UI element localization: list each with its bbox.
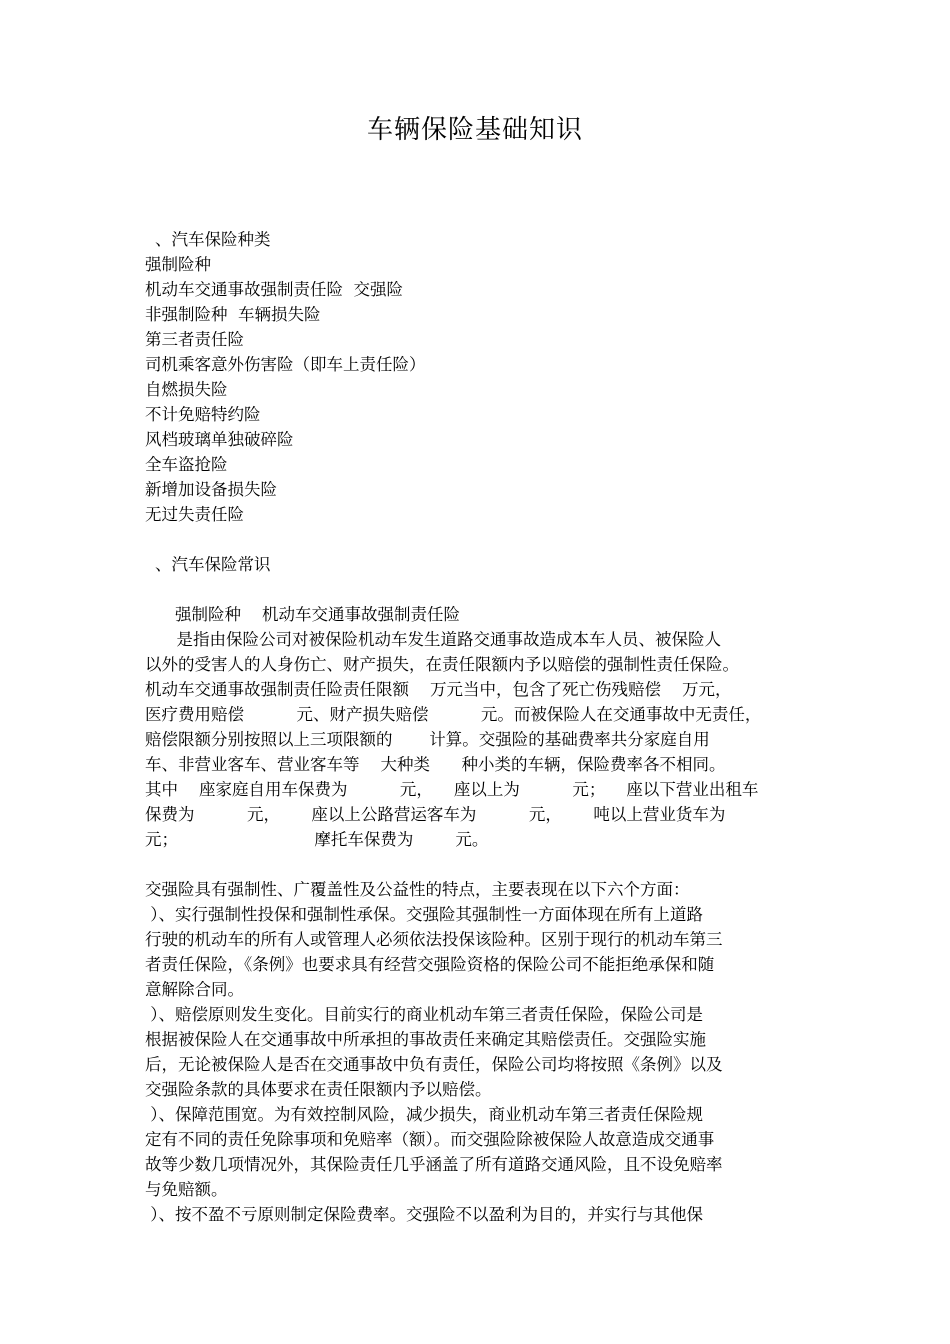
point-3-line: ）、保障范围宽。为有效控制风险，减少损失，商业机动车第三者责任保险规: [145, 1105, 703, 1124]
detail-line: 是指由保险公司对被保险机动车发生道路交通事故造成本车人员、被保险人: [145, 630, 721, 649]
point-2-line: 后，无论被保险人是否在交通事故中负有责任，保险公司均将按照《条例》以及: [145, 1055, 723, 1074]
point-1-line: 者责任保险，《条例》也要求具有经营交强险资格的保险公司不能拒绝承保和随: [145, 955, 715, 974]
detail-line: 元； 摩托车保费为 元。: [145, 830, 489, 849]
insurance-type-item: 第三者责任险: [145, 330, 244, 349]
detail-line: 赔偿限额分别按照以上三项限额的 计算。交强险的基础费率共分家庭自用: [145, 730, 710, 749]
detail-line: 保费为 元， 座以上公路营运客车为 元， 吨以上营业货车为: [145, 805, 726, 824]
document-body: [145, 227, 813, 1227]
point-2-line: 根据被保险人在交通事故中所承担的事故责任来确定其赔偿责任。交强险实施: [145, 1030, 706, 1049]
spacer: [145, 527, 813, 552]
point-3-line: 故等少数几项情况外，其保险责任几乎涵盖了所有道路交通风险，且不设免赔率: [145, 1155, 723, 1174]
point-1-line: ）、实行强制性投保和强制性承保。交强险其强制性一方面体现在所有上道路: [145, 905, 703, 924]
insurance-type-item: 机动车交通事故强制责任险 交强险: [145, 280, 403, 299]
point-4-line: ）、按不盈不亏原则制定保险费率。交强险不以盈利为目的，并实行与其他保: [145, 1205, 703, 1224]
insurance-type-item: 不计免赔特约险: [145, 405, 261, 424]
insurance-type-item: 司机乘客意外伤害险（即车上责任险）: [145, 355, 426, 374]
detail-line: 车、非营业客车、营业客车等 大种类 种小类的车辆，保险费率各不相同。: [145, 755, 726, 774]
insurance-type-item: 风档玻璃单独破碎险: [145, 430, 294, 449]
point-1-line: 行驶的机动车的所有人或管理人必须依法投保该险种。区别于现行的机动车第三: [145, 930, 723, 949]
insurance-type-item: 非强制险种 车辆损失险: [145, 305, 321, 324]
insurance-type-item: 强制险种: [145, 255, 211, 274]
section-2-subheading: 强制险种 机动车交通事故强制责任险: [175, 605, 460, 624]
detail-line: 医疗费用赔偿 元、财产损失赔偿 元。而被保险人在交通事故中无责任，: [145, 705, 762, 724]
point-3-line: 定有不同的责任免除事项和免赔率（额）。而交强险除被保险人故意造成交通事: [145, 1130, 715, 1149]
spacer: [145, 852, 813, 877]
detail-line: 以外的受害人的人身伤亡、财产损失，在责任限额内予以赔偿的强制性责任保险。: [145, 655, 739, 674]
point-1-line: 意解除合同。: [145, 980, 244, 999]
features-intro: 交强险具有强制性、广覆盖性及公益性的特点，主要表现在以下六个方面：: [145, 880, 690, 899]
insurance-type-item: 无过失责任险: [145, 505, 244, 524]
section-1-heading: 、汽车保险种类: [155, 230, 271, 249]
point-3-line: 与免赔额。: [145, 1180, 228, 1199]
insurance-type-item: 新增加设备损失险: [145, 480, 277, 499]
detail-line: 机动车交通事故强制责任险责任限额 万元当中，包含了死亡伤残赔偿 万元，: [145, 680, 732, 699]
section-2-heading: 、汽车保险常识: [155, 555, 271, 574]
point-2-line: 交强险条款的具体要求在责任限额内予以赔偿。: [145, 1080, 492, 1099]
insurance-type-item: 自燃损失险: [145, 380, 228, 399]
spacer: [145, 577, 813, 602]
point-2-line: ）、赔偿原则发生变化。目前实行的商业机动车第三者责任保险，保险公司是: [145, 1005, 703, 1024]
detail-line: 其中 座家庭自用车保费为 元， 座以上为 元； 座以下营业出租车: [145, 780, 759, 799]
insurance-type-item: 全车盗抢险: [145, 455, 228, 474]
document-title: 车辆保险基础知识: [366, 115, 583, 145]
